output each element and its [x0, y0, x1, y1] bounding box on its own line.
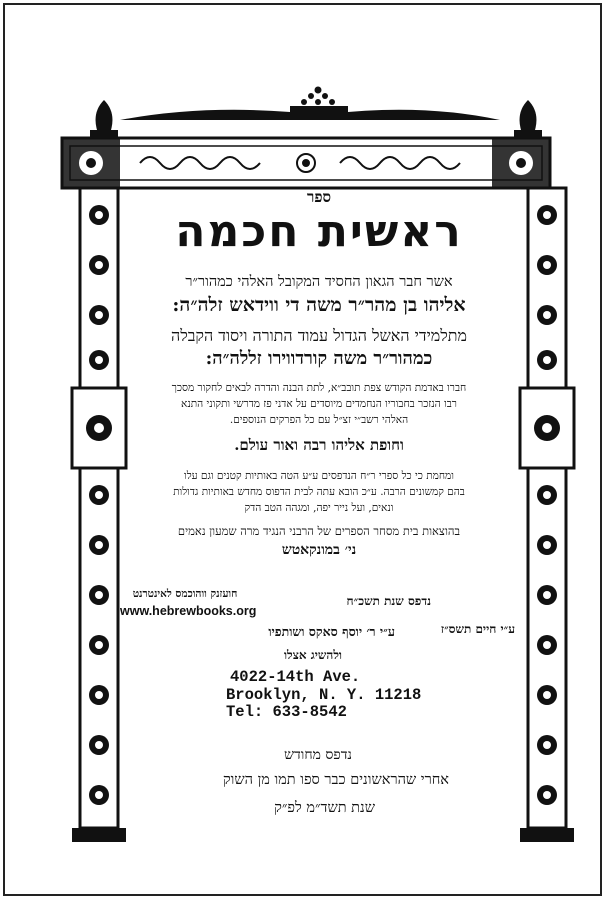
reprint-reason: אחרי שהראשונים כבר ספו תמו מן השוק — [222, 772, 449, 788]
stamp-hebrew: חועזנק ווהוכמס לאינטרנט — [132, 588, 238, 600]
author-line-1: אשר חבר הגאון החסיד המקובל האלהי כמהור״ר — [185, 274, 453, 290]
sefer-label: ספר — [306, 188, 332, 206]
address-street: 4022-14th Ave. — [230, 668, 361, 686]
address-city: Brooklyn, N. Y. 11218 — [226, 686, 422, 704]
reprinted-label: נדפס מחודש — [284, 747, 352, 763]
available-at: ולהשיג אצלו — [283, 648, 342, 662]
printed-year: נדפס שנת תשכ״ח — [346, 594, 431, 608]
publisher-city: ני׳ במונקאטש — [281, 542, 357, 558]
print-line-3: ונאים, ועל נייר יפה, ומגהה הטב הדק — [244, 502, 394, 514]
book-title: ראשית חכמה — [175, 206, 463, 257]
hebrewbooks-stamp — [120, 588, 257, 644]
print-line-1: ומחמת כי כל ספרי ר״ח הנדפסים ע״ע הטה באותיות קטנים וגם עלו — [184, 470, 454, 482]
appendix-line: וחופת אליהו רבה ואור עולם. — [234, 436, 404, 454]
description-line-1: חברו באדמת הקודש צפת תובב״א, לתת הבנה והדרה לבאים לחקור מסכך — [171, 382, 467, 394]
stamp-credit: ע״י חיים תשס״ז — [440, 622, 515, 636]
address-tel: Tel: 633-8542 — [226, 703, 347, 721]
publisher-line: בהוצאות בית מסחר הספרים של הרבני הנגיד מרה שמעון נאמים — [177, 524, 461, 538]
teacher-line-1: מתלמידי האשל הגדול עמוד התורה ויסוד הקבלה — [171, 326, 467, 345]
teacher-line-2: כמהור״ר משה קורדווירו זללה״ה: — [205, 348, 433, 369]
year-line: שנת תשד״מ לפ״ק — [274, 800, 375, 816]
print-line-2: בהם קמשונים הרבה. ע״כ הובא עתה לבית הדפוס מחדש באותיות גדולות — [173, 486, 465, 498]
author-line-2: אליהו בן מהר״ר משה די ווידאש זלה״ה: — [172, 294, 466, 316]
reprint-by: ע״י ר׳ יוסף סאקס ושותפיו — [268, 624, 395, 639]
stamp-url: www.hebrewbooks.org — [120, 604, 257, 618]
description-line-2: רבו הנזכר בחבוריו הנחמדים מיוסדים על אדני פז מדרשי ותקוני התנא — [181, 398, 457, 410]
description-line-3: האלהי רשב״י זצ״ל עם כל הפרקים הנוספים. — [229, 414, 409, 426]
